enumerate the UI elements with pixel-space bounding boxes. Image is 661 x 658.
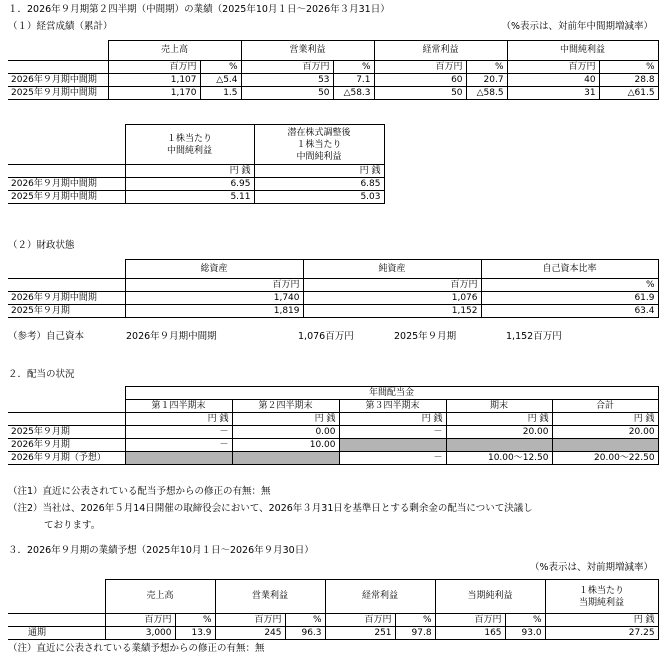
header-net-income: 当期純利益 bbox=[435, 580, 545, 614]
table-row bbox=[8, 292, 658, 305]
table-row bbox=[8, 627, 658, 640]
unit-yen: 円 銭 bbox=[446, 413, 552, 426]
unit-money: 百万円 bbox=[374, 61, 466, 74]
unit-pct: % bbox=[200, 61, 241, 74]
unit-cell: % bbox=[481, 279, 658, 292]
header-total-assets: 総資産 bbox=[125, 260, 303, 279]
row-label: 2026年９月期（予想） bbox=[8, 452, 125, 465]
value-cell: 20.00～22.50 bbox=[552, 452, 658, 465]
unit-pct: % bbox=[466, 61, 507, 74]
value-cell: 13.9 bbox=[175, 627, 215, 640]
header-eps-line1: １株当たり bbox=[579, 585, 625, 596]
section-financial-position-heading: （２）財政状態 bbox=[8, 240, 75, 251]
row-label: 2025年９月期 bbox=[8, 426, 125, 439]
shaded-cell bbox=[446, 439, 552, 452]
value-cell: 31 bbox=[507, 87, 599, 100]
table-row bbox=[8, 439, 658, 452]
section-operating-results-heading: （１）経営成績（累計） bbox=[8, 21, 113, 32]
value-cell: 251 bbox=[325, 627, 395, 640]
row-label: 2025年９月期中間期 bbox=[8, 87, 108, 100]
header-eps bbox=[125, 125, 254, 165]
value-cell: 96.3 bbox=[285, 627, 325, 640]
row-label: 通期 bbox=[8, 627, 105, 640]
value-cell: 245 bbox=[215, 627, 285, 640]
value-cell: 165 bbox=[435, 627, 505, 640]
value-cell: △5.4 bbox=[200, 74, 241, 87]
dividend-note-1: （注1）直近に公表されている配当予想からの修正の有無：無 bbox=[8, 486, 271, 497]
header-eps bbox=[545, 580, 658, 614]
unit-money: 百万円 bbox=[105, 614, 175, 627]
per-share-table bbox=[8, 124, 385, 204]
unit-money: 百万円 bbox=[435, 614, 505, 627]
unit-yen: 円 銭 bbox=[339, 413, 446, 426]
value-cell: 10.00 bbox=[232, 439, 339, 452]
unit-cell: 百万円 bbox=[303, 279, 481, 292]
section-forecast-note: （%表示は、対前期増減率） bbox=[529, 562, 653, 573]
value-cell: 10.00～12.50 bbox=[446, 452, 552, 465]
unit-yen: 円 銭 bbox=[545, 614, 658, 627]
reference-equity-value1: 1,076百万円 bbox=[298, 331, 354, 342]
value-cell: 6.85 bbox=[254, 178, 384, 191]
reference-equity-period2: 2025年９月期 bbox=[394, 331, 457, 342]
value-cell: 5.11 bbox=[125, 191, 254, 204]
header-diluted-eps-line3: 中間純利益 bbox=[296, 151, 342, 162]
financial-position-table bbox=[8, 259, 659, 318]
header-interim-net-income: 中間純利益 bbox=[507, 41, 658, 61]
value-cell: 1,152 bbox=[303, 305, 481, 318]
header-year-end: 期末 bbox=[446, 400, 552, 413]
row-label: 2025年９月期中間期 bbox=[8, 191, 125, 204]
unit-money: 百万円 bbox=[325, 614, 395, 627]
header-q2-end: 第２四半期末 bbox=[232, 400, 339, 413]
unit-yen: 円 銭 bbox=[125, 165, 254, 178]
value-cell: － bbox=[339, 452, 446, 465]
value-cell: △58.3 bbox=[333, 87, 374, 100]
value-cell: 27.25 bbox=[545, 627, 658, 640]
value-cell: 6.95 bbox=[125, 178, 254, 191]
header-net-sales: 売上高 bbox=[105, 580, 215, 614]
reference-equity-value2: 1,152百万円 bbox=[506, 331, 562, 342]
value-cell: 61.9 bbox=[481, 292, 658, 305]
row-label: 2025年９月期 bbox=[8, 305, 125, 318]
value-cell: 1.5 bbox=[200, 87, 241, 100]
header-diluted-eps-line2: １株当たり bbox=[296, 139, 342, 150]
section-forecast-heading: ３．2026年９月期の業績予想（2025年10月１日～2026年９月30日） bbox=[8, 545, 314, 556]
document-title: １．2026年９月期第２四半期（中間期）の業績（2025年10月１日～2026年３月31日） bbox=[8, 4, 390, 15]
dividends-table bbox=[8, 386, 659, 465]
header-equity-ratio: 自己資本比率 bbox=[481, 260, 658, 279]
value-cell: 1,107 bbox=[108, 74, 200, 87]
value-cell: － bbox=[125, 439, 232, 452]
header-operating-income: 営業利益 bbox=[241, 41, 374, 61]
value-cell: 93.0 bbox=[505, 627, 545, 640]
header-eps-line1: １株当たり bbox=[166, 133, 212, 144]
shaded-cell bbox=[232, 452, 339, 465]
dividend-note-2-cont: ております。 bbox=[44, 520, 101, 531]
reference-equity-period1: 2026年９月期中間期 bbox=[126, 331, 217, 342]
header-q3-end: 第３四半期末 bbox=[339, 400, 446, 413]
header-total: 合計 bbox=[552, 400, 658, 413]
unit-pct: % bbox=[285, 614, 325, 627]
value-cell: 1,170 bbox=[108, 87, 200, 100]
unit-yen: 円 銭 bbox=[254, 165, 384, 178]
value-cell: 20.7 bbox=[466, 74, 507, 87]
value-cell: 40 bbox=[507, 74, 599, 87]
value-cell: 0.00 bbox=[232, 426, 339, 439]
row-label: 2026年９月期 bbox=[8, 439, 125, 452]
unit-yen: 円 銭 bbox=[125, 413, 232, 426]
header-q1-end: 第１四半期末 bbox=[125, 400, 232, 413]
unit-yen: 円 銭 bbox=[552, 413, 658, 426]
header-ordinary-income: 経常利益 bbox=[325, 580, 435, 614]
value-cell: △58.5 bbox=[466, 87, 507, 100]
row-label: 2026年９月期中間期 bbox=[8, 74, 108, 87]
unit-pct: % bbox=[505, 614, 545, 627]
value-cell: 1,819 bbox=[125, 305, 303, 318]
header-eps-line2: 当期純利益 bbox=[579, 597, 625, 608]
value-cell: 28.8 bbox=[599, 74, 658, 87]
value-cell: 3,000 bbox=[105, 627, 175, 640]
header-diluted-eps bbox=[254, 125, 384, 165]
operating-results-table bbox=[8, 40, 659, 100]
table-row bbox=[8, 178, 384, 191]
row-label: 2026年９月期中間期 bbox=[8, 178, 125, 191]
row-label: 2026年９月期中間期 bbox=[8, 292, 125, 305]
unit-cell: 百万円 bbox=[125, 279, 303, 292]
header-ordinary-income: 経常利益 bbox=[374, 41, 507, 61]
value-cell: △61.5 bbox=[599, 87, 658, 100]
header-operating-income: 営業利益 bbox=[215, 580, 325, 614]
section-dividends-heading: ２．配当の状況 bbox=[8, 369, 75, 380]
value-cell: 53 bbox=[241, 74, 333, 87]
unit-yen: 円 銭 bbox=[232, 413, 339, 426]
value-cell: 50 bbox=[241, 87, 333, 100]
value-cell: 63.4 bbox=[481, 305, 658, 318]
value-cell: 1,740 bbox=[125, 292, 303, 305]
table-row bbox=[8, 305, 658, 318]
value-cell: 5.03 bbox=[254, 191, 384, 204]
value-cell: － bbox=[339, 426, 446, 439]
table-row bbox=[8, 452, 658, 465]
header-annual-dividend: 年間配当金 bbox=[125, 387, 658, 400]
table-row bbox=[8, 87, 658, 100]
unit-pct: % bbox=[333, 61, 374, 74]
unit-pct: % bbox=[175, 614, 215, 627]
value-cell: 7.1 bbox=[333, 74, 374, 87]
unit-pct: % bbox=[395, 614, 435, 627]
value-cell: 20.00 bbox=[552, 426, 658, 439]
value-cell: 20.00 bbox=[446, 426, 552, 439]
value-cell: － bbox=[125, 426, 232, 439]
unit-pct: % bbox=[599, 61, 658, 74]
shaded-cell bbox=[125, 452, 232, 465]
value-cell: 1,076 bbox=[303, 292, 481, 305]
header-net-assets: 純資産 bbox=[303, 260, 481, 279]
shaded-cell bbox=[552, 439, 658, 452]
table-row bbox=[8, 191, 384, 204]
reference-equity-label: （参考）自己資本 bbox=[8, 331, 85, 342]
header-diluted-eps-line1: 潜在株式調整後 bbox=[287, 127, 351, 138]
unit-money: 百万円 bbox=[507, 61, 599, 74]
forecast-footnote: （注）直近に公表されている業績予想からの修正の有無：無 bbox=[8, 643, 265, 654]
table-row bbox=[8, 426, 658, 439]
table-row bbox=[8, 74, 658, 87]
unit-money: 百万円 bbox=[108, 61, 200, 74]
forecast-table bbox=[8, 579, 659, 640]
value-cell: 60 bbox=[374, 74, 466, 87]
header-eps-line2: 中間純利益 bbox=[166, 145, 212, 156]
dividend-note-2: （注2）当社は、2026年５月14日開催の取締役会において、2026年３月31日を基準日とする剰余金の配当について決議し bbox=[8, 503, 533, 514]
unit-money: 百万円 bbox=[241, 61, 333, 74]
header-net-sales: 売上高 bbox=[108, 41, 241, 61]
section-operating-results-note: （%表示は、対前年中間期増減率） bbox=[501, 21, 653, 32]
unit-money: 百万円 bbox=[215, 614, 285, 627]
value-cell: 97.8 bbox=[395, 627, 435, 640]
value-cell: 50 bbox=[374, 87, 466, 100]
shaded-cell bbox=[339, 439, 446, 452]
